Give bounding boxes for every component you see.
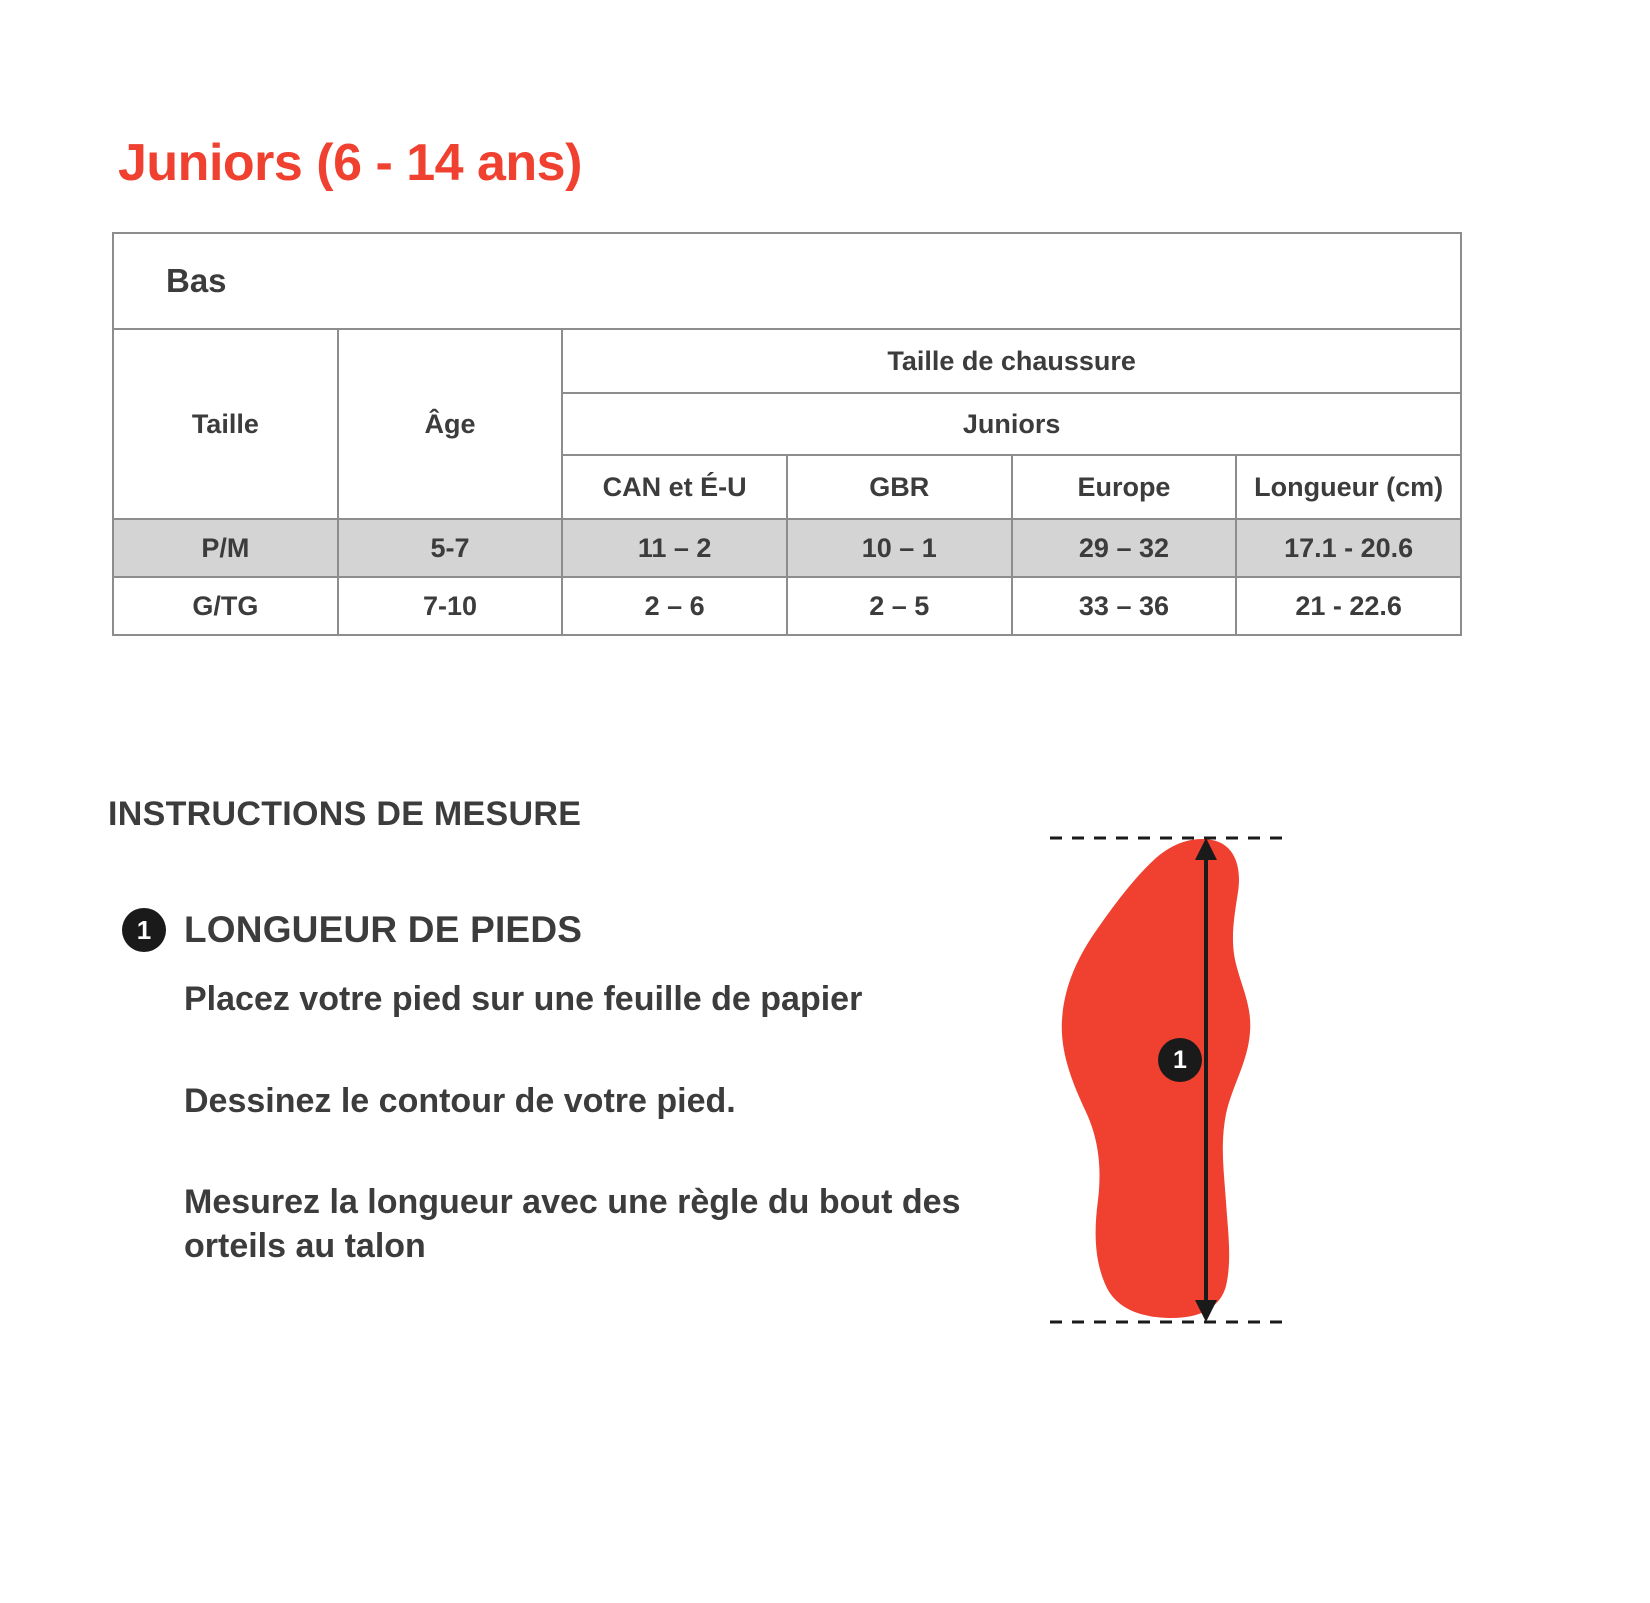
page-title: Juniors (6 - 14 ans) bbox=[118, 134, 582, 192]
step-line: Mesurez la longueur avec une règle du bout des orteils au talon bbox=[184, 1183, 961, 1265]
group-header-shoe-size: Taille de chaussure bbox=[562, 329, 1461, 393]
cell-gbr: 2 – 5 bbox=[787, 577, 1012, 635]
table-row bbox=[113, 519, 1461, 577]
cell-size: P/M bbox=[113, 519, 338, 577]
column-header-size: Taille bbox=[113, 329, 338, 519]
table-row-group-header bbox=[113, 329, 1461, 393]
size-chart-table bbox=[112, 232, 1462, 636]
instruction-step-1 bbox=[122, 908, 1052, 1268]
column-header-europe: Europe bbox=[1012, 455, 1237, 519]
column-header-age: Âge bbox=[338, 329, 563, 519]
step-body bbox=[184, 978, 1052, 1268]
cell-can-us: 2 – 6 bbox=[562, 577, 787, 635]
column-header-length: Longueur (cm) bbox=[1236, 455, 1461, 519]
foot-length-diagram bbox=[1020, 800, 1320, 1360]
diagram-marker-badge: 1 bbox=[1158, 1038, 1202, 1082]
step-title: LONGUEUR DE PIEDS bbox=[184, 909, 583, 950]
step-number-badge: 1 bbox=[122, 908, 166, 952]
cell-age: 5-7 bbox=[338, 519, 563, 577]
step-header bbox=[122, 908, 1052, 952]
column-header-can-us: CAN et É-U bbox=[562, 455, 787, 519]
step-line: Placez votre pied sur une feuille de papier bbox=[184, 980, 863, 1018]
cell-length: 17.1 - 20.6 bbox=[1236, 519, 1461, 577]
cell-can-us: 11 – 2 bbox=[562, 519, 787, 577]
cell-gbr: 10 – 1 bbox=[787, 519, 1012, 577]
column-header-gbr: GBR bbox=[787, 455, 1012, 519]
sub-header-juniors: Juniors bbox=[562, 393, 1461, 455]
cell-europe: 29 – 32 bbox=[1012, 519, 1237, 577]
table-row bbox=[113, 577, 1461, 635]
cell-age: 7-10 bbox=[338, 577, 563, 635]
cell-size: G/TG bbox=[113, 577, 338, 635]
instructions-heading: INSTRUCTIONS DE MESURE bbox=[108, 795, 582, 833]
category-label: Bas bbox=[113, 233, 1461, 329]
step-line: Dessinez le contour de votre pied. bbox=[184, 1081, 736, 1120]
table-row-category bbox=[113, 233, 1461, 329]
cell-length: 21 - 22.6 bbox=[1236, 577, 1461, 635]
cell-europe: 33 – 36 bbox=[1012, 577, 1237, 635]
